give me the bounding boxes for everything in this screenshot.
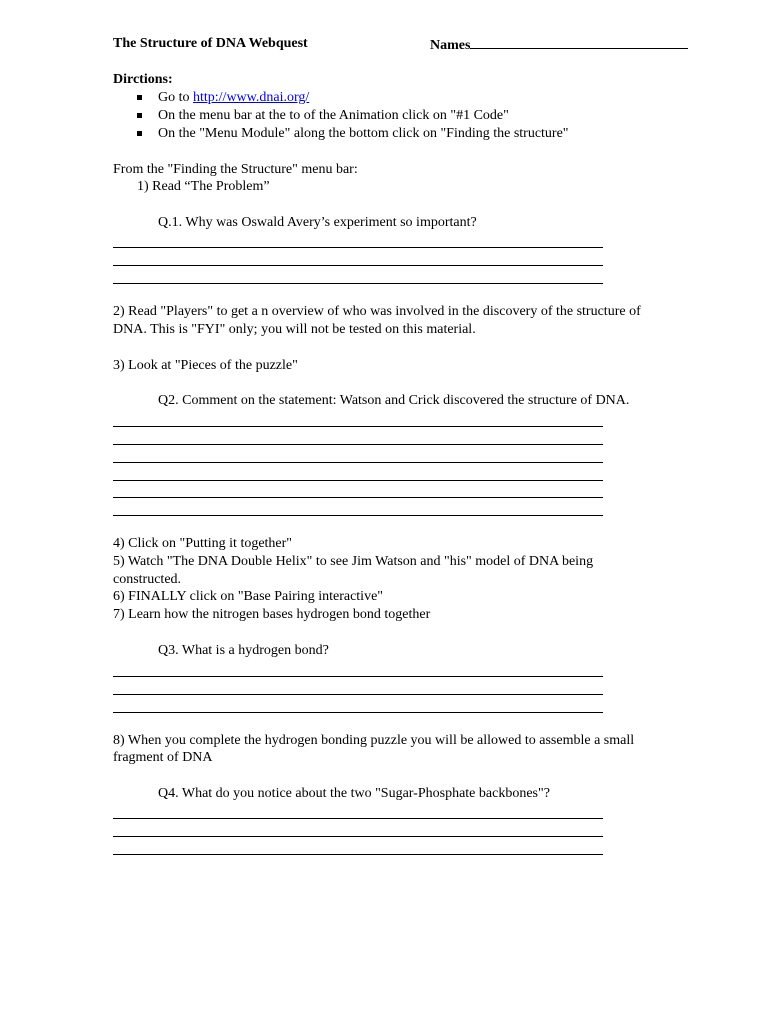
question-2: Q2. Comment on the statement: Watson and Crick discovered the structure of DNA. [158,393,630,408]
step-8-line-2: fragment of DNA [113,750,213,765]
answer-line[interactable] [113,283,603,284]
answer-line[interactable] [113,247,603,248]
step-6: 6) FINALLY click on "Base Pairing interactive" [113,589,383,604]
bullet-icon [137,131,142,136]
answer-line[interactable] [113,712,603,713]
direction-item-2: On the menu bar at the to of the Animation click on "#1 Code" [158,108,509,123]
step-7: 7) Learn how the nitrogen bases hydrogen bond together [113,607,431,622]
direction-item-3: On the "Menu Module" along the bottom click on "Finding the structure" [158,126,569,141]
intro-text: From the "Finding the Structure" menu bar: [113,162,358,177]
answer-line[interactable] [113,497,603,498]
direction-item-1-prefix: Go to [158,90,193,105]
answer-line[interactable] [113,818,603,819]
answer-line[interactable] [113,444,603,445]
answer-line[interactable] [113,265,603,266]
worksheet-title: The Structure of DNA Webquest [113,36,308,51]
question-4: Q4. What do you notice about the two "Sugar-Phosphate backbones"? [158,786,550,801]
answer-line[interactable] [113,515,603,516]
answer-line[interactable] [113,694,603,695]
question-1: Q.1. Why was Oswald Avery’s experiment so important? [158,215,477,230]
names-blank-line [470,35,688,49]
answer-line[interactable] [113,480,603,481]
step-4: 4) Click on "Putting it together" [113,536,293,551]
step-5-line-2: constructed. [113,572,182,587]
step-5-line-1: 5) Watch "The DNA Double Helix" to see Jim Watson and "his" model of DNA being [113,554,594,569]
names-label: Names [430,38,471,53]
answer-line[interactable] [113,676,603,677]
bullet-icon [137,113,142,118]
directions-heading: Dirctions: [113,72,173,87]
dnai-link[interactable]: http://www.dnai.org/ [193,90,310,105]
question-3: Q3. What is a hydrogen bond? [158,643,329,658]
step-2-line-2: DNA. This is "FYI" only; you will not be tested on this material. [113,322,476,337]
step-2-line-1: 2) Read "Players" to get a n overview of who was involved in the discovery of the structure of [113,304,641,319]
step-1: 1) Read “The Problem” [137,179,270,194]
direction-item-1 [158,89,309,107]
step-3: 3) Look at "Pieces of the puzzle" [113,358,298,373]
answer-line[interactable] [113,426,603,427]
answer-line[interactable] [113,854,603,855]
step-8-line-1: 8) When you complete the hydrogen bonding puzzle you will be allowed to assemble a small [113,733,635,748]
answer-line[interactable] [113,462,603,463]
answer-line[interactable] [113,836,603,837]
bullet-icon [137,95,142,100]
names-field [430,35,688,55]
